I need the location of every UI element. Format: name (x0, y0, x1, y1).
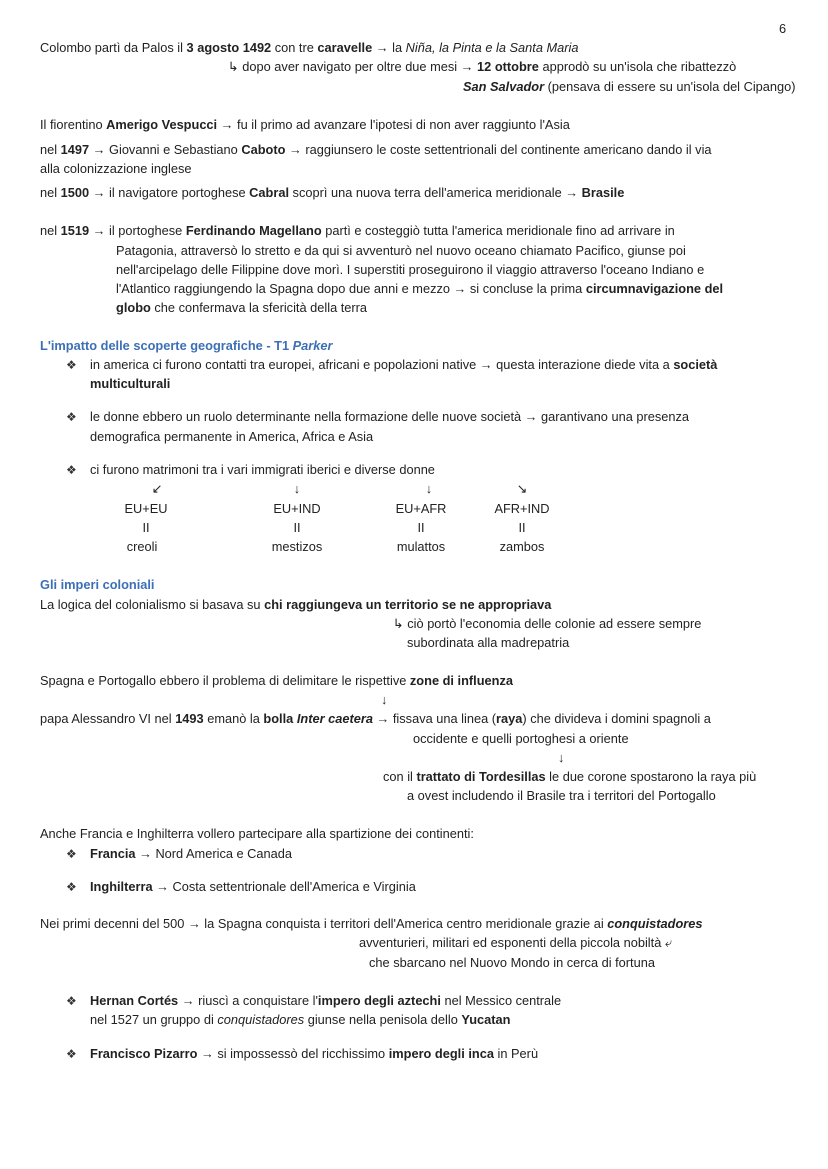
bolla-line-1: papa Alessandro VI nel 1493 emanò la bolla Inter caetera → fissava una linea (raya) che divideva i domini spagnoli a (40, 711, 711, 726)
francia-bullet: Francia → Nord America e Canada (90, 846, 293, 861)
tordesillas-line-2: a ovest includendo il Brasile tra i territori del Portogallo (407, 788, 716, 803)
colombo-line-2: ↳ dopo aver navigato per oltre due mesi → 12 ottobre approdò su un'isola che ribattezzò (228, 59, 737, 74)
impatto-bullet-1-line-1: in america ci furono contatti tra europei, africani e popolazioni native → questa interazione diede vita a società (90, 357, 718, 372)
mix-equals: II (417, 520, 425, 535)
bullet-icon: ❖ (66, 410, 77, 424)
bullet-icon: ❖ (66, 880, 77, 894)
cortes-line-2: nel 1527 un gruppo di conquistadores giunse nella penisola dello Yucatan (90, 1012, 511, 1027)
mix-pair: EU+IND (273, 501, 321, 516)
logica-line-2: ↳ ciò portò l'economia delle colonie ad essere sempre (393, 616, 702, 631)
caboto-line-1: nel 1497 → Giovanni e Sebastiano Caboto → raggiunsero le coste settentrionali del continente americano dando il via (40, 142, 712, 157)
colombo-line-3: San Salvador (pensava di essere su un'isola del Cipango) (463, 79, 796, 94)
magellano-line-5: globo che confermava la sfericità della terra (116, 300, 368, 315)
magellano-line-2: Patagonia, attraversò lo stretto e da qui si avventurò nel nuovo oceano chiamato Pacifico, giunse poi (116, 243, 686, 258)
spagna-portogallo-line: Spagna e Portogallo ebbero il problema di delimitare le rispettive zone di influenza (40, 673, 513, 688)
bullet-icon: ❖ (66, 463, 77, 477)
francia-inghilterra-line: Anche Francia e Inghilterra vollero partecipare alla spartizione dei continenti: (40, 826, 474, 841)
magellano-line-3: nell'arcipelago delle Filippine dove morì. I superstiti proseguirono il viaggio attraverso l'oceano Indiano e (116, 262, 705, 277)
mix-pair: AFR+IND (494, 501, 550, 516)
heading-imperi: Gli imperi coloniali (40, 577, 155, 592)
logica-line-3: subordinata alla madrepatria (407, 635, 570, 650)
cortes-line-1: Hernan Cortés → riuscì a conquistare l'impero degli aztechi nel Messico centrale (90, 993, 562, 1008)
bolla-line-2: occidente e quelli portoghesi a oriente (413, 731, 629, 746)
impatto-bullet-1-line-2: multiculturali (90, 376, 171, 391)
mix-arrow: ↘ (516, 481, 528, 496)
logica-line-1: La logica del colonialismo si basava su chi raggiungeva un territorio se ne appropriava (40, 597, 552, 612)
inghilterra-bullet: Inghilterra → Costa settentrionale dell'America e Virginia (90, 879, 416, 894)
mix-equals: II (518, 520, 526, 535)
heading-impatto: L'impatto delle scoperte geografiche - T1 Parker (40, 338, 333, 353)
down-arrow-2: ↓ (558, 750, 565, 765)
cabral-line: nel 1500 → il navigatore portoghese Cabral scoprì una nuova terra dell'america meridionale → Brasile (40, 185, 625, 200)
down-arrow-1: ↓ (381, 692, 388, 707)
mix-arrow: ↓ (425, 481, 433, 496)
impatto-bullet-2-line-2: demografica permanente in America, Africa e Asia (90, 429, 374, 444)
pizarro-line: Francisco Pizarro → si impossessò del ricchissimo impero degli inca in Perù (90, 1046, 539, 1061)
conquistadores-line-3: che sbarcano nel Nuovo Mondo in cerca di fortuna (369, 955, 655, 970)
mix-result: creoli (126, 539, 158, 554)
magellano-line-4: l'Atlantico raggiungendo la Spagna dopo due anni e mezzo → si concluse la prima circumnavigazione del (116, 281, 724, 296)
conquistadores-line-2: avventurieri, militari ed esponenti della piccola nobiltà ⤶ (359, 935, 673, 950)
mix-result: mestizos (271, 539, 323, 554)
colombo-line-1: Colombo partì da Palos il 3 agosto 1492 con tre caravelle → la Niña, la Pinta e la Santa Maria (40, 40, 579, 55)
mix-result: mulattos (396, 539, 446, 554)
vespucci-line: Il fiorentino Amerigo Vespucci → fu il primo ad avanzare l'ipotesi di non aver raggiunto l'Asia (40, 117, 570, 132)
page-number: 6 (779, 21, 787, 36)
bullet-icon: ❖ (66, 994, 77, 1008)
tordesillas-line-1: con il trattato di Tordesillas le due corone spostarono la raya più (383, 769, 757, 784)
magellano-line-1: nel 1519 → il portoghese Ferdinando Magellano partì e costeggiò tutta l'america meridionale fino ad arrivare in (40, 223, 675, 238)
bullet-icon: ❖ (66, 1047, 77, 1061)
mix-equals: II (142, 520, 150, 535)
bullet-icon: ❖ (66, 358, 77, 372)
impatto-bullet-2-line-1: le donne ebbero un ruolo determinante nella formazione delle nuove società → garantivano una presenza (90, 409, 690, 424)
impatto-bullet-3-line-1: ci furono matrimoni tra i vari immigrati iberici e diverse donne (90, 462, 435, 477)
mix-pair: EU+AFR (395, 501, 447, 516)
mix-pair: EU+EU (124, 501, 168, 516)
bullet-icon: ❖ (66, 847, 77, 861)
mix-arrow: ↙ (151, 481, 163, 496)
mix-equals: II (293, 520, 301, 535)
mix-result: zambos (499, 539, 545, 554)
caboto-line-2: alla colonizzazione inglese (40, 161, 192, 176)
mix-arrow: ↓ (293, 481, 301, 496)
conquistadores-line-1: Nei primi decenni del 500 → la Spagna conquista i territori dell'America centro meridionale grazie ai conquistadores (40, 916, 703, 931)
